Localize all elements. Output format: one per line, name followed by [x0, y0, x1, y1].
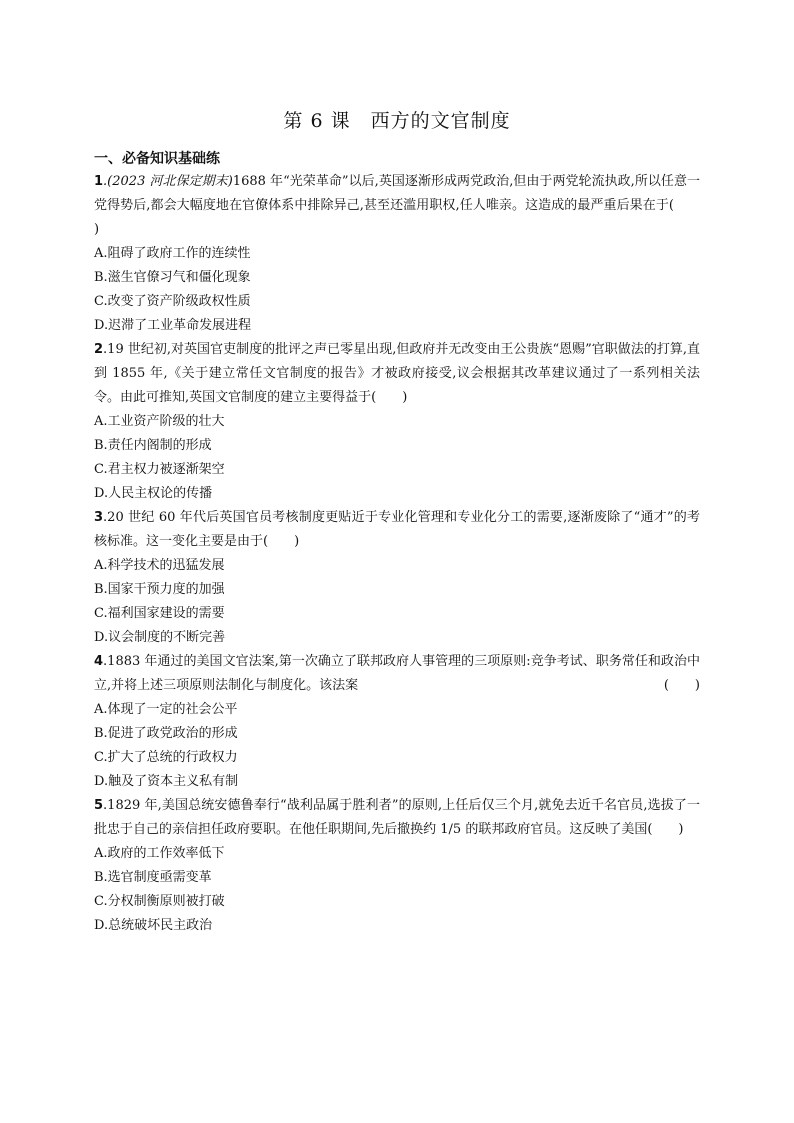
option-b: B.责任内阁制的形成	[94, 438, 212, 453]
question-number: 3	[94, 510, 104, 525]
option-c: C.福利国家建设的需要	[94, 606, 225, 621]
question-number: 5	[94, 798, 104, 813]
answer-paren: ( )	[663, 678, 700, 693]
question-number: 4	[94, 654, 104, 669]
option-c: C.分权制衡原则被打破	[94, 894, 225, 909]
option-a: A.科学技术的迅猛发展	[94, 558, 225, 573]
option-d: D.迟滞了工业革命发展进程	[94, 318, 252, 333]
answer-paren: )	[678, 822, 684, 837]
question-stem	[94, 794, 700, 842]
question-stem	[94, 506, 700, 554]
option-b: B.选官制度亟需变革	[94, 870, 212, 885]
option-b: B.促进了政党政治的形成	[94, 726, 238, 741]
question-2	[94, 338, 700, 506]
question-4	[94, 650, 700, 794]
option-c: C.改变了资产阶级政权性质	[94, 294, 251, 309]
option-c: C.扩大了总统的行政权力	[94, 750, 238, 765]
question-text: .19 世纪初,对英国官吏制度的批评之声已零星出现,但政府并无改变由王公贵族“恩赐”官职做法的打算,直到 1855 年,《关于建立常任文官制度的报告》才被政府接受,议会根据其改革建议通过了一系列相关法令。由此可推知,英国文官制度的建立主要得益于(	[94, 342, 700, 405]
page-title: 第 6 课 西方的文官制度	[283, 110, 511, 132]
option-d: D.总统破坏民主政治	[94, 918, 213, 933]
question-number: 2	[94, 342, 104, 357]
option-b: B.滋生官僚习气和僵化现象	[94, 270, 251, 285]
option-a: A.阻碍了政府工作的连续性	[94, 246, 251, 261]
question-stem	[94, 650, 700, 698]
option-a: A.工业资产阶级的壮大	[94, 414, 225, 429]
option-d: D.人民主权论的传播	[94, 486, 213, 501]
question-text: .1883 年通过的美国文官法案,第一次确立了联邦政府人事管理的三项原则:竞争考试、职务常任和政治中立,并将上述三项原则法制化与制度化。该法案	[94, 654, 700, 693]
question-number: 1	[94, 174, 104, 189]
question-list	[94, 170, 700, 938]
question-stem	[94, 170, 700, 242]
question-1	[94, 170, 700, 338]
section-heading: 一、必备知识基础练	[94, 151, 220, 167]
question-source: .(2023 河北保定期末)	[103, 174, 233, 189]
option-b: B.国家干预力度的加强	[94, 582, 225, 597]
option-a: A.体现了一定的社会公平	[94, 702, 238, 717]
option-d: D.议会制度的不断完善	[94, 630, 226, 645]
answer-paren: )	[402, 390, 408, 405]
answer-paren: )	[94, 222, 100, 237]
question-3	[94, 506, 700, 650]
answer-paren: )	[294, 534, 300, 549]
question-5	[94, 794, 700, 938]
question-text: 1688 年“光荣革命”以后,英国逐渐形成两党政治,但由于两党轮流执政,所以任意一党得势后,都会大幅度地在官僚体系中排除异己,甚至还滥用职权,任人唯亲。这造成的最严重后果在于(	[94, 174, 700, 213]
option-a: A.政府的工作效率低下	[94, 846, 225, 861]
question-text: .20 世纪 60 年代后英国官员考核制度更贴近于专业化管理和专业化分工的需要,逐渐废除了“通才”的考核标准。这一变化主要是由于(	[94, 510, 700, 549]
option-d: D.触及了资本主义私有制	[94, 774, 239, 789]
question-stem	[94, 338, 700, 410]
question-text: .1829 年,美国总统安德鲁奉行“战利品属于胜利者”的原则,上任后仅三个月,就免去近千名官员,选拔了一批忠于自己的亲信担任政府要职。在他任职期间,先后撤换约 1/5 的联邦政府官员。这反映了美国(	[94, 798, 700, 837]
option-c: C.君主权力被逐渐架空	[94, 462, 225, 477]
